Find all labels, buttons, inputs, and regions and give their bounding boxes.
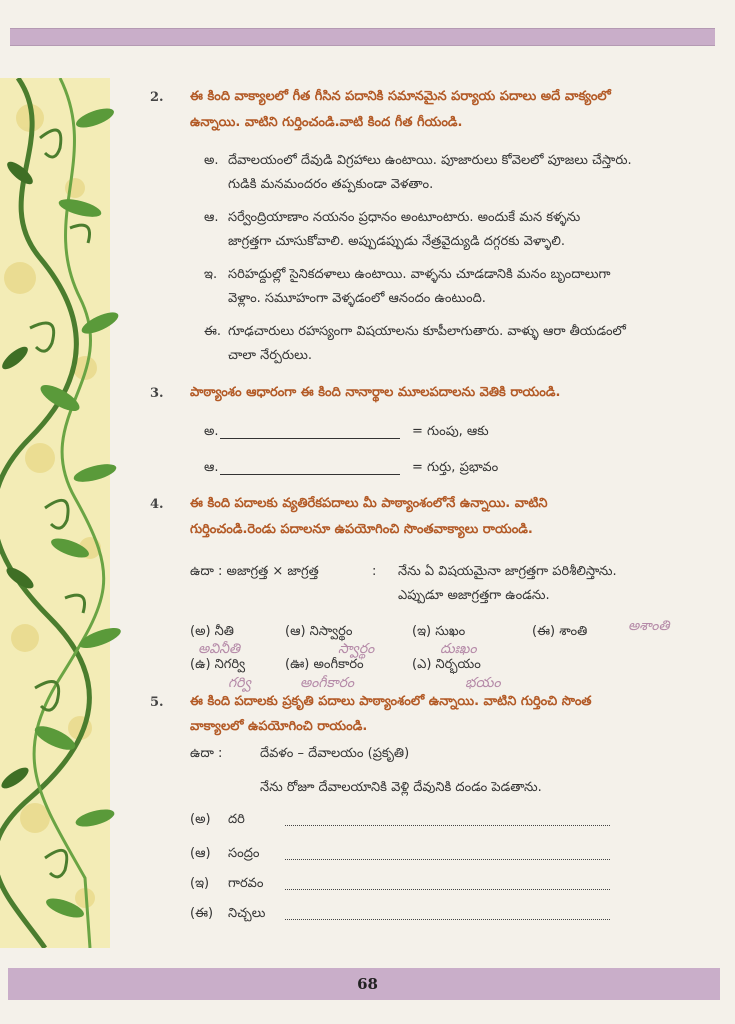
q2-number: 2. (150, 90, 164, 105)
q5-instruction-line2: వాక్యాలలో ఉపయోగించి రాయండి. (190, 719, 368, 734)
q5-item-ii-word: నిచ్చలు (228, 906, 266, 921)
q3-item-a-answer-blank[interactable] (220, 424, 400, 439)
q2-item-i-line1: సరిహద్దుల్లో సైనికదళాలు ఉంటాయి. వాళ్ళను చూడడానికి మనం బృందాలుగా (228, 267, 611, 282)
q2-instruction-line1: ఈ కింది వాక్యాలలో గీత గీసిన పదానికి సమానమైన పర్యాయ పదాలు అదే వాక్యంలో (190, 89, 611, 104)
q2-item-ii-line1: గూఢచారులు రహస్యంగా విషయాలను కూపీలాగుతారు. వాళ్ళు ఆరా తీయడంలో (228, 324, 626, 339)
q5-number: 5. (150, 695, 164, 710)
q4-example-colon: : (372, 564, 377, 579)
q5-example-pair: దేవళం – దేవాలయం (ప్రకృతి) (260, 746, 410, 761)
page-number: 68 (357, 975, 378, 993)
q5-item-aa-label: (ఆ) (190, 846, 211, 861)
q3-item-aa-answer-blank[interactable] (220, 460, 400, 475)
handwritten-answer-1: అశాంతి (628, 618, 670, 634)
q2-item-i-line2: వెళ్లాం. సమూహంగా వెళ్ళడంలో ఆనందం ఉంటుంది. (228, 291, 486, 306)
q5-item-ii-answer-line[interactable] (285, 907, 610, 920)
q4-word-a: (అ) నీతి (190, 624, 234, 639)
q4-example-line2: ఎప్పుడూ అజాగ్రత్తగా ఉండను. (398, 588, 550, 603)
q2-item-a-line2: గుడికి మనమందరం తప్పకుండా వెళతాం. (228, 177, 434, 192)
q5-item-a-answer-line[interactable] (285, 813, 610, 826)
q4-example-line1: నేను ఏ విషయమైనా జాగ్రత్తగా పరిశీలిస్తాను. (398, 564, 617, 579)
q4-word-ii: (ఈ) శాంతి (532, 624, 588, 639)
q5-instruction-line1: ఈ కింది పదాలకు ప్రకృతి పదాలు పాఠ్యాంశంలో ఉన్నాయి. వాటిని గుర్తించి సొంత (190, 694, 592, 709)
q5-item-a-label: (అ) (190, 812, 211, 827)
handwritten-answer-5: గర్వి (228, 675, 251, 691)
q2-item-i-label: ఇ. (204, 267, 218, 282)
q4-instruction-line2: గుర్తించండి.రెండు పదాలనూ ఉపయోగించి సొంతవాక్యాలు రాయండి. (190, 522, 533, 537)
q2-item-aa-line1: సర్వేంద్రియాణాం నయనం ప్రధానం అంటూంటారు. అందుకే మన కళ్ళను (228, 210, 581, 225)
q5-item-aa-word: సంద్రం (228, 846, 260, 861)
q4-word-i: (ఇ) సుఖం (412, 624, 466, 639)
q4-number: 4. (150, 497, 164, 512)
q3-item-aa-meaning: = గుర్తు, ప్రభావం (412, 460, 499, 475)
q4-word-e: (ఎ) నిర్భయం (412, 657, 481, 672)
q3-item-a-meaning: = గుంపు, ఆకు (412, 424, 489, 439)
handwritten-answer-4: దుఃఖం (440, 641, 477, 657)
handwritten-answer-3: స్వార్థం (338, 641, 375, 657)
q4-word-u: (ఉ) నిగర్వి (190, 657, 246, 672)
q5-item-i-word: గారవం (228, 876, 264, 891)
q5-item-i-answer-line[interactable] (285, 877, 610, 890)
q4-example-label: ఉదా : అజాగ్రత్త × జాగ్రత్త (190, 564, 319, 579)
q2-item-a-line1: దేవాలయంలో దేవుడి విగ్రహాలు ఉంటాయి. పూజారులు కోవెలలో పూజలు చేస్తారు. (228, 153, 632, 168)
q4-word-uu: (ఊ) అంగీకారం (285, 657, 364, 672)
q5-example-label: ఉదా : (190, 746, 223, 761)
q4-word-aa: (ఆ) నిస్వార్థం (285, 624, 353, 639)
q2-item-aa-line2: జాగ్రత్తగా చూసుకోవాలి. అప్పుడప్పుడు నేత్రవైద్యుడి దగ్గరకు వెళ్ళాలి. (228, 234, 566, 249)
vine-border-decoration (0, 78, 125, 948)
q4-instruction-line1: ఈ కింది పదాలకు వ్యతిరేకపదాలు మీ పాఠ్యాంశంలోనే ఉన్నాయి. వాటిని (190, 496, 548, 511)
q5-item-a-word: దరి (228, 812, 245, 827)
handwritten-answer-6: అంగీకారం (300, 675, 354, 691)
handwritten-answer-2: అవినీతి (198, 641, 240, 657)
q5-example-sentence: నేను రోజూ దేవాలయానికి వెళ్లి దేవునికి దండం పెడతాను. (260, 780, 542, 795)
q3-number: 3. (150, 386, 164, 401)
q5-item-i-label: (ఇ) (190, 876, 210, 891)
q5-item-aa-answer-line[interactable] (285, 847, 610, 860)
q2-item-ii-line2: చాలా నేర్పరులు. (228, 348, 312, 363)
q2-instruction-line2: ఉన్నాయి. వాటిని గుర్తించండి.వాటి కింద గీత గీయండి. (190, 115, 463, 130)
q2-item-aa-label: ఆ. (204, 210, 219, 225)
q3-instruction: పాఠ్యాంశం ఆధారంగా ఈ కింది నానార్థాల మూలపదాలను వెతికి రాయండి. (190, 385, 561, 400)
handwritten-answer-7: భయం (465, 675, 501, 691)
q5-item-ii-label: (ఈ) (190, 906, 214, 921)
q2-item-ii-label: ఈ. (204, 324, 222, 339)
q2-item-a-label: అ. (204, 153, 219, 168)
q3-item-aa-label: ఆ. (204, 460, 219, 475)
top-band (10, 28, 715, 46)
q3-item-a-label: అ. (204, 424, 219, 439)
